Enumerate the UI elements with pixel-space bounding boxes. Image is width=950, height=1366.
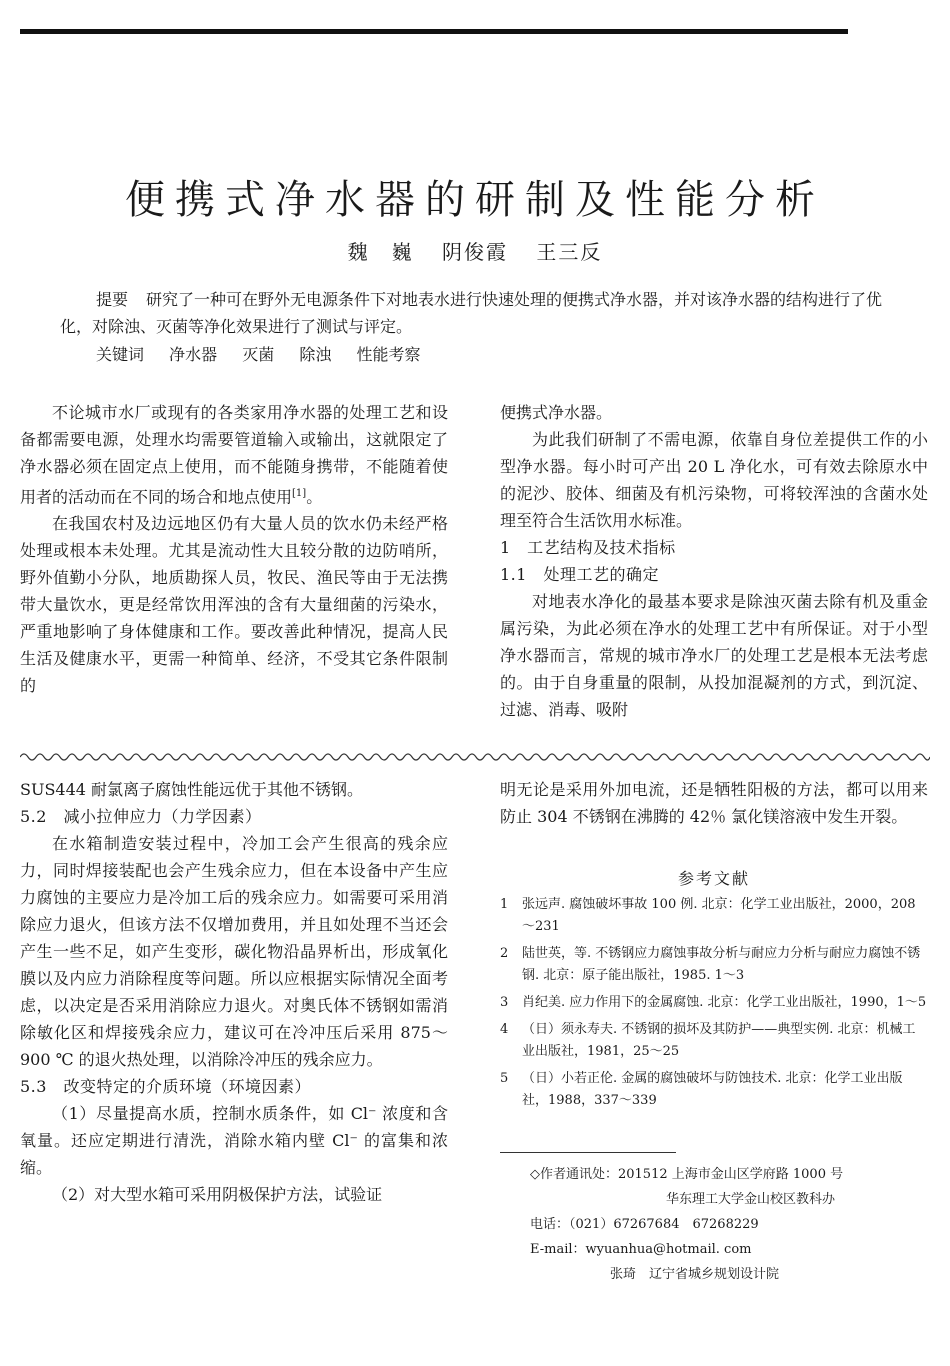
abstract-text: 研究了一种可在野外无电源条件下对地表水进行快速处理的便携式净水器，并对该净水器的结构进行了优化，对除浊、灭菌等净化效果进行了测试与评定。 [60,290,883,336]
top-rule [20,29,848,34]
paragraph-text: 不论城市水厂或现有的各类家用净水器的处理工艺和设备都需要电源，处理水均需要管道输入或输出，这就限定了净水器必须在固定点上使用，而不能随身携带，不能随着使用者的活动而在不同的场合和地点使用 [20,403,448,507]
paragraph: 对地表水净化的最基本要求是除浊灭菌去除有机及重金属污染，为此必须在净水的处理工艺中有所保证。对于小型净水器而言，常规的城市净水厂的处理工艺是根本无法考虑的。由于自身重量的限制，从投加混凝剂的方式，到沉淀、过滤、消毒、吸附 [500,592,928,719]
wavy-divider [20,748,930,766]
contact-address: ◇作者通讯处：201512 上海市金山区学府路 1000 号 [530,1167,844,1182]
reference-number: 3 [500,995,509,1010]
reference-item [500,1068,928,1112]
author-name: 魏 巍 [347,240,414,264]
paragraph: 在我国农村及边远地区仍有大量人员的饮水仍未经严格处理或根本未处理。尤其是流动性大且较分散的边防哨所，野外值勤小分队，地质勘探人员，牧民、渔民等由于无法携带大量饮水，更是经常饮用浑浊的含有大量细菌的污染水，严重地影响了身体健康和工作。要改善此种情况，提高人民生活及健康水平，更需一种简单、经济，不受其它条件限制的 [20,514,448,696]
contact-phone: 电话：（021）67267684 67268229 [530,1217,759,1232]
keywords-label: 关键词 [96,345,145,364]
reference-number: 2 [500,946,509,961]
section-heading: 1 工艺结构及技术指标 [500,538,676,557]
author-name: 王三反 [536,240,603,264]
keywords [96,342,440,365]
subsection-heading: 1.1 处理工艺的确定 [500,565,659,584]
paragraph [20,399,448,510]
keyword: 除浊 [299,345,332,364]
reference-number: 5 [500,1071,509,1086]
body-column-left-bottom [20,776,448,1292]
reference-text: （日）小若正伦. 金属的腐蚀破坏与防蚀技术. 北京：化学工业出版社，1988，337～339 [522,1071,903,1108]
abstract-label: 提要 [96,290,129,309]
contact-email: E-mail：wyuanhua@hotmail. com [530,1242,752,1257]
editor-credit: 张琦 辽宁省城乡规划设计院 [610,1267,780,1282]
citation: [1] [292,488,307,499]
reference-item [500,992,928,1014]
references-title: 参考文献 [677,869,750,888]
subsection-heading: 5.2 减小拉伸应力（力学因素） [20,807,262,826]
author-contact [530,1162,843,1287]
paragraph: 明无论是采用外加电流，还是牺牲阳极的方法，都可以用来防止 304 不锈钢在沸腾的 42％ 氯化镁溶液中发生开裂。 [500,780,928,826]
reference-text: （日）须永寿夫. 不锈钢的损坏及其防护——典型实例. 北京：机械工业出版社，1981，25～25 [522,1022,916,1059]
author-name: 阴俊霞 [442,240,508,264]
reference-item [500,894,928,938]
contact-affiliation: 华东理工大学金山校区教科办 [666,1192,836,1207]
keyword: 性能考察 [356,345,421,364]
reference-item [500,943,928,987]
paragraph: 在水箱制造安装过程中，冷加工会产生很高的残余应力，同时焊接装配也会产生残余应力，但在本设备中产生应力腐蚀的主要应力是冷加工后的残余应力。如需要可采用消除应力退火，但该方法不仅增加费用，并且如处理不当还会产生一些不足，如产生变形，碳化物沿晶界析出，形成氧化膜以及内应力消除程度等问题。所以应根据实际情况全面考虑，以决定是否采用消除应力退火。对奥氏体不锈钢如需消除敏化区和焊接残余应力，建议可在冷冲压后采用 875～900 ℃ 的退火热处理，以消除冷冲压的残余应力。 [20,834,448,1069]
paragraph: 为此我们研制了不需电源，依靠自身位差提供工作的小型净水器。每小时可产出 20 L 净化水，可有效去除原水中的泥沙、胶体、细菌及有机污染物，可将较浑浊的含菌水处理至符合生活饮用水标准。 [500,430,928,530]
article-title: 便携式净水器的研制及性能分析 [125,177,825,223]
keyword: 灭菌 [242,345,275,364]
subsection-heading: 5.3 改变特定的介质环境（环境因素） [20,1077,311,1096]
author-line [0,236,950,265]
reference-number: 4 [500,1022,509,1037]
reference-text: 陆世英，等. 不锈钢应力腐蚀事故分析与耐应力分析与耐应力腐蚀不锈钢. 北京：原子能出版社，1985. 1～3 [522,946,921,983]
body-column-right-top [500,399,928,745]
reference-text: 肖纪美. 应力作用下的金属腐蚀. 北京：化学工业出版社，1990，1～5 [522,995,927,1010]
footnote-rule [500,1152,676,1153]
paragraph: （1）尽量提高水质，控制水质条件，如 Cl⁻ 浓度和含氧量。还应定期进行清洗，消除水箱内壁 Cl⁻ 的富集和浓缩。 [20,1104,448,1177]
reference-number: 1 [500,897,509,912]
body-column-left-top [20,399,448,745]
reference-text: 张远声. 腐蚀破坏事故 100 例. 北京：化学工业出版社，2000，208～231 [522,897,916,934]
reference-item [500,1019,928,1063]
reference-list [500,894,928,1117]
paragraph: SUS444 耐氯离子腐蚀性能远优于其他不锈钢。 [20,780,364,799]
paragraph-text: 。 [306,487,323,507]
abstract [60,286,890,340]
paragraph: 便携式净水器。 [500,403,613,422]
keyword: 净水器 [169,345,218,364]
paragraph: （2）对大型水箱可采用阴极保护方法，试验证 [52,1185,383,1204]
